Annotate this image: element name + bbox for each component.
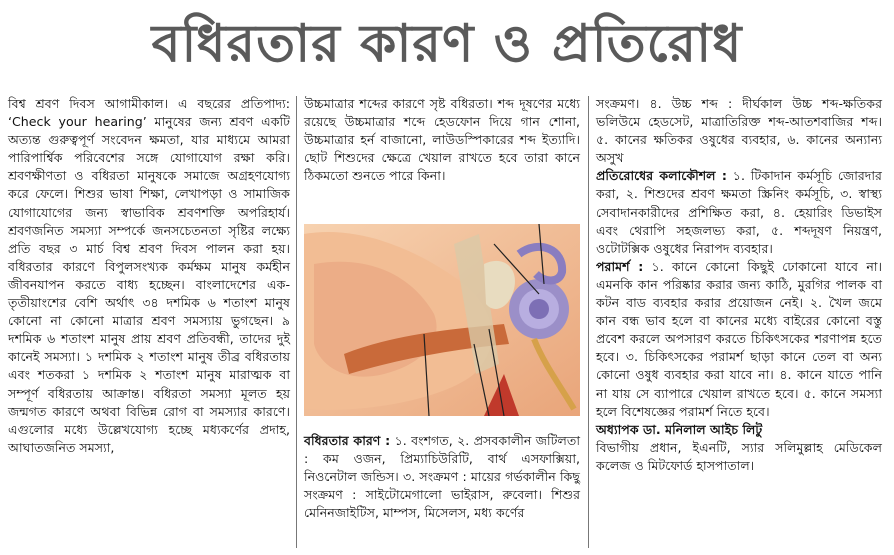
causes-paragraph (304, 432, 580, 522)
causes-text: ১. বংশগত, ২. প্রসবকালীন জটিলতা : কম ওজন, প্রিম্যাচিউরিটি, বার্থ এসফাক্সিয়া, নিওনেটাল জন্ডিস। ৩. সংক্রমণ : মায়ের গর্ভকালীন কিছু সংক্রমণ : সাইটোমেগালো ভাইরাস, রুবেলা। শিশুর মেনিনজাইটিস, মাম্পস, মিসেলস, মধ্য কর্ণের (304, 433, 580, 521)
headline: বধিরতার কারণ ও প্রতিরোধ (151, 13, 743, 74)
author-name: অধ্যাপক ডা. মনিলাল আইচ লিটু (596, 421, 763, 437)
noise-paragraph: উচ্চমাত্রার শব্দের কারণে সৃষ্ট বধিরতা। শব্দ দূষণের মধ্যে রয়েছে উচ্চমাত্রার শব্দে হেডফোন দিয়ে গান শোনা, উচ্চমাত্রার হর্ন বাজানো, লাউডস্পিকারের শব্দ ইত্যাদি। ছোট শিশুদের ক্ষেত্রে খেয়াল রাখতে হবে তারা কানে ঠিকমতো শুনতে পারে কিনা। (304, 96, 580, 184)
prevention-text: ১. টিকাদান কর্মসূচি জোরদার করা, ২. শিশুদের শ্রবণ ক্ষমতা স্ক্রিনিং কর্মসূচি, ৩. স্বাস্থ্য সেবাদানকারীদের প্রশিক্ষিত করা, ৪. হেয়ারিং ডিভাইস এবং থেরাপি সহজলভ্য করা, ৫. শব্দদূষণ নিয়ন্ত্রণ, ওটোটক্সিক ওষুধের নিরাপদ ব্যবহার। (596, 168, 882, 256)
intro-paragraph: বিশ্ব শ্রবণ দিবস আগামীকাল। এ বছরের প্রতিপাদ্য: ‘Check your hearing’ মানুষের জন্য শ্রবণ একটি অত্যন্ত গুরুত্বপূর্ণ সংবেদন ক্ষমতা, যার মাধ্যমে আমরা পারিপার্শ্বিক পরিবেশের সঙ্গে যোগাযোগ রক্ষা করি। শ্রবণক্ষীণতা ও বধিরতা মানুষকে সমাজে অগ্রহণযোগ্য করে ফেলে। শিশুর ভাষা শিক্ষা, লেখাপড়া ও সামাজিক যোগাযোগের জন্য স্বাভাবিক শ্রবণশক্তি অপরিহার্য। শ্রবণজনিত সমস্যা সম্পর্কে জনসচেতনতা সৃষ্টির লক্ষ্যে প্রতি বছর ৩ মার্চ বিশ্ব শ্রবণ দিবস পালন করা হয়। বধিরতার কারণে বিপুলসংখ্যক কর্মক্ষম মানুষ কর্মহীন জীবনযাপন করতে বাধ্য হচ্ছেন। বাংলাদেশের এক-তৃতীয়াংশের বেশি অর্থাৎ ৩৪ দশমিক ৬ শতাংশ মানুষ কোনো না কোনো মাত্রার শ্রবণ সমস্যায় ভুগছেন। ৯ দশমিক ৬ শতাংশ মানুষ প্রায় শ্রবণ প্রতিবন্ধী, তাদের দুই কানেই সমস্যা। ১ দশমিক ২ শতাংশ মানুষ তীব্র বধিরতায় এবং শতকরা ১ দশমিক ২ শতাংশ মানুষ মারাত্মক বা সম্পূর্ণ বধিরতায় আক্রান্ত। বধিরতা সমস্যা মূলত হয় জন্মগত কারণে অথবা বিভিন্ন রোগ বা সমস্যার কারণে। এগুলোর মধ্যে উল্লেখযোগ্য হচ্ছে মধ্যকর্ণের প্রদাহ, আঘাতজনিত সমস্যা, (8, 96, 290, 455)
article-column-3 (596, 95, 882, 475)
advice-heading: পরামর্শ : (596, 258, 644, 274)
ear-anatomy-illustration (304, 224, 580, 416)
prevention-paragraph (596, 167, 882, 257)
advice-text: ১. কানে কোনো কিছুই ঢোকানো যাবে না। এমনকি কান পরিষ্কার করার জন্য কাঠি, মুরগির পালক বা কটন বাড ব্যবহার করার প্রয়োজন নেই। ২. খৈল জমে কান বন্ধ ভাব হলে বা কানের মধ্যে বাইরের কোনো বস্তু প্রবেশ করলে অপসারণ করতে চিকিৎসকের শরণাপন্ন হতে হবে। ৩. চিকিৎসকের পরামর্শ ছাড়া কানে তেল বা অন্য কোনো ওষুধ ব্যবহার করা যাবে না। ৪. কানে যাতে পানি না যায় সে ব্যাপারে খেয়াল রাখতে হবে। ৫. কানে সমস্যা হলে বিশেষজ্ঞের পরামর্শ নিতে হবে। (596, 258, 882, 419)
causes-section (304, 432, 580, 522)
article-column-2 (304, 95, 580, 185)
prevention-heading: প্রতিরোধের কলাকৌশল : (596, 168, 727, 184)
causes-continued: সংক্রমণ। ৪. উচ্চ শব্দ : দীর্ঘকাল উচ্চ শব্দ-ক্ষতিকর ভলিউমে হেডসেট, মাত্রাতিরিক্ত শব্দ-আতশবাজির শব্দ। ৫. কানের ক্ষতিকর ওষুধের ব্যবহার, ৬. কানের অন্যান্য অসুখ (596, 96, 882, 166)
article-column-1 (8, 95, 290, 457)
column-divider (588, 96, 589, 548)
ear-anatomy-icon (304, 224, 580, 416)
author-affiliation: বিভাগীয় প্রধান, ইএনটি, স্যার সলিমুল্লাহ মেডিকেল কলেজ ও মিটফোর্ড হাসপাতাল। (596, 439, 882, 473)
column-divider (296, 96, 297, 548)
advice-paragraph (596, 258, 882, 421)
causes-heading: বধিরতার কারণ : (304, 433, 391, 448)
